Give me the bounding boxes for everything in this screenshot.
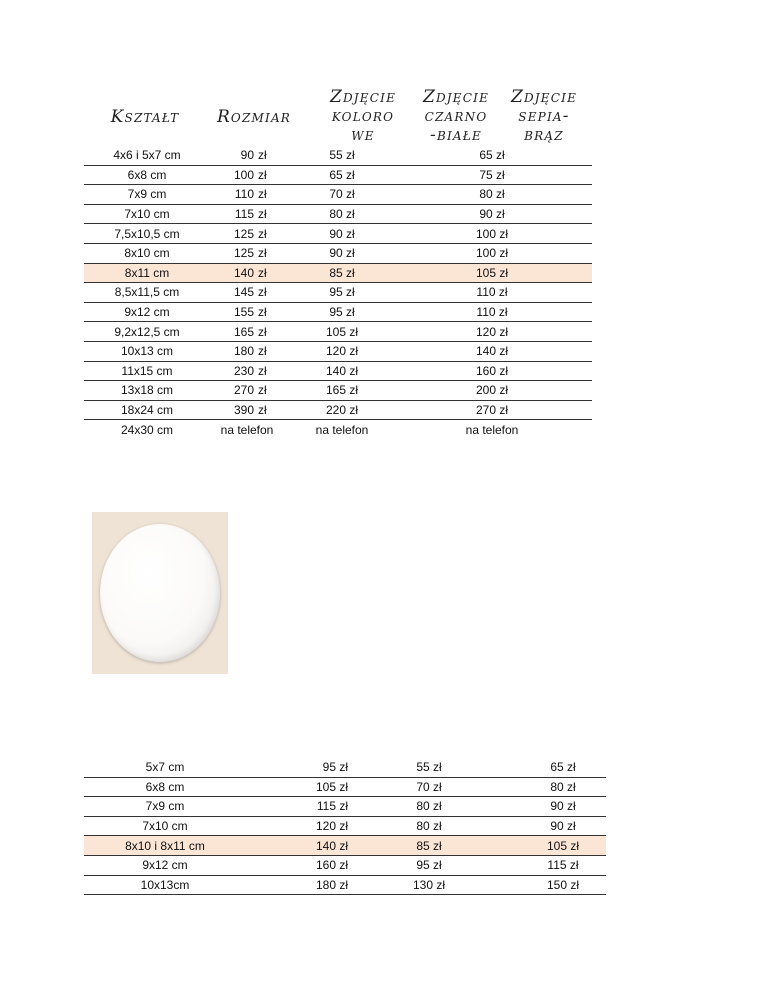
cell-price-3: 65 zł xyxy=(490,758,606,777)
cell-price-2: 70 zł xyxy=(348,777,490,797)
table-row xyxy=(84,185,592,205)
header-sepia-line2: sepia- xyxy=(518,106,570,126)
table-row xyxy=(84,302,592,322)
cell-bw-price: 100 zł xyxy=(386,243,592,263)
cell-size: 10x13cm xyxy=(84,875,246,895)
price-unit: zł xyxy=(258,187,267,202)
table-row xyxy=(84,758,606,777)
price-unit: zł xyxy=(258,207,267,222)
cell-size: 6x8 cm xyxy=(84,165,210,185)
cell-size: 9x12 cm xyxy=(84,302,210,322)
price-value: 125 xyxy=(233,246,254,261)
header-cb-line1: Zdjęcie xyxy=(422,87,490,107)
table-row xyxy=(84,204,592,224)
table-row xyxy=(84,836,606,856)
cell-price-3: 150 zł xyxy=(490,875,606,895)
price-unit: zł xyxy=(258,246,267,261)
price-unit: zł xyxy=(258,324,267,339)
price-value: 155 xyxy=(233,305,254,320)
cell-price-3: 90 zł xyxy=(490,816,606,836)
cell-color-price: 85 zł xyxy=(284,263,386,283)
price-value: 390 xyxy=(233,403,254,418)
price-table-secondary xyxy=(84,758,606,895)
cell-rozmiar-price xyxy=(210,243,284,263)
cell-color-price: 95 zł xyxy=(284,283,386,303)
price-value: 140 xyxy=(233,265,254,280)
cell-color-price: 55 zł xyxy=(284,146,386,165)
cell-bw-price: 110 zł xyxy=(386,302,592,322)
price-value: na telefon xyxy=(220,422,274,437)
cell-size: 13x18 cm xyxy=(84,381,210,401)
price-unit: zł xyxy=(258,226,267,241)
cell-size: 9,2x12,5 cm xyxy=(84,322,210,342)
cell-bw-price: na telefon xyxy=(465,422,519,437)
cell-rozmiar-price xyxy=(210,341,284,361)
cell-bw-price: 105 zł xyxy=(386,263,592,283)
table-row xyxy=(84,381,592,401)
cell-bw-price: 200 zł xyxy=(386,381,592,401)
price-unit: zł xyxy=(258,148,267,163)
table-row xyxy=(84,875,606,895)
cell-bw-price: 65 zł xyxy=(386,146,592,165)
cell-rozmiar-price xyxy=(210,283,284,303)
price-value: 165 xyxy=(233,324,254,339)
cell-color-price: 80 zł xyxy=(284,204,386,224)
cell-price-2: 130 zł xyxy=(348,875,490,895)
cell-bw-price: 80 zł xyxy=(386,185,592,205)
cell-price-1: 95 zł xyxy=(246,758,348,777)
cell-price-2: 80 zł xyxy=(348,816,490,836)
header-rozmiar: Rozmiar xyxy=(216,107,292,127)
cell-rozmiar-price xyxy=(210,400,284,420)
cell-price-1: 115 zł xyxy=(246,797,348,817)
cell-size: 4x6 i 5x7 cm xyxy=(84,146,210,165)
cell-color-price: 165 zł xyxy=(284,381,386,401)
oval-frame-image xyxy=(92,512,228,674)
cell-price-2: 55 zł xyxy=(348,758,490,777)
cell-price-1: 105 zł xyxy=(246,777,348,797)
cell-color-price: 120 zł xyxy=(284,341,386,361)
price-unit: zł xyxy=(258,285,267,300)
price-unit: zł xyxy=(258,383,267,398)
cell-size: 8,5x11,5 cm xyxy=(84,283,210,303)
price-unit: zł xyxy=(258,403,267,418)
cell-bw-price: 90 zł xyxy=(386,204,592,224)
header-kolor-line1: Zdjęcie xyxy=(329,87,397,107)
cell-size: 10x13 cm xyxy=(84,341,210,361)
oval-photo-plate xyxy=(100,524,220,662)
price-value: 145 xyxy=(233,285,254,300)
cell-size: 24x30 cm xyxy=(120,422,174,437)
cell-color-price: 70 zł xyxy=(284,185,386,205)
price-table-main xyxy=(84,146,592,439)
price-value: 180 xyxy=(233,344,254,359)
header-kolor-line3: we xyxy=(351,125,375,145)
cell-color-price: 65 zł xyxy=(284,165,386,185)
price-unit: zł xyxy=(258,265,267,280)
table-row xyxy=(84,146,592,165)
cell-price-3: 115 zł xyxy=(490,855,606,875)
price-value: 110 xyxy=(234,187,254,202)
cell-rozmiar-price xyxy=(210,146,284,165)
header-sepia-line3: brąz xyxy=(524,125,564,145)
table-row xyxy=(84,400,592,420)
cell-color-price: 90 zł xyxy=(284,224,386,244)
cell-size: 7x9 cm xyxy=(84,797,246,817)
price-value: 125 xyxy=(233,226,254,241)
cell-bw-price: 75 zł xyxy=(386,165,592,185)
cell-size: 8x10 cm xyxy=(84,243,210,263)
table-row xyxy=(84,322,592,342)
cell-bw-price: 110 zł xyxy=(386,283,592,303)
cell-rozmiar-price xyxy=(210,322,284,342)
header-kolor-line2: koloro xyxy=(331,106,395,126)
cell-bw-price: 140 zł xyxy=(386,341,592,361)
table-row xyxy=(84,341,592,361)
cell-size: 18x24 cm xyxy=(84,400,210,420)
price-unit: zł xyxy=(258,363,267,378)
cell-rozmiar-price xyxy=(210,420,284,439)
price-value: 90 xyxy=(240,148,254,163)
header-sepia-line1: Zdjęcie xyxy=(510,87,578,107)
cell-size: 6x8 cm xyxy=(84,777,246,797)
cell-price-2: 95 zł xyxy=(348,855,490,875)
price-unit: zł xyxy=(258,344,267,359)
table-row xyxy=(84,165,592,185)
table-row xyxy=(84,816,606,836)
cell-rozmiar-price xyxy=(210,381,284,401)
cell-rozmiar-price xyxy=(210,224,284,244)
price-value: 115 xyxy=(234,207,254,222)
cell-price-1: 180 zł xyxy=(246,875,348,895)
table-row xyxy=(84,777,606,797)
cell-price-1: 160 zł xyxy=(246,855,348,875)
cell-color-price: 90 zł xyxy=(284,243,386,263)
cell-size: 7,5x10,5 cm xyxy=(84,224,210,244)
cell-bw-price: 160 zł xyxy=(386,361,592,381)
cell-size: 7x9 cm xyxy=(84,185,210,205)
table-row xyxy=(84,263,592,283)
cell-color-price: 220 zł xyxy=(284,400,386,420)
cell-rozmiar-price xyxy=(210,361,284,381)
cell-size: 9x12 cm xyxy=(84,855,246,875)
header-ksztalt: Kształt xyxy=(110,107,180,127)
cell-size: 8x10 i 8x11 cm xyxy=(84,836,246,856)
cell-price-1: 120 zł xyxy=(246,816,348,836)
cell-rozmiar-price xyxy=(210,204,284,224)
cell-size: 11x15 cm xyxy=(84,361,210,381)
price-unit: zł xyxy=(258,305,267,320)
header-zdjecie-czarno-biale xyxy=(410,88,502,145)
table-row xyxy=(84,420,592,439)
cell-size: 7x10 cm xyxy=(84,204,210,224)
price-value: 230 xyxy=(233,363,254,378)
table-row xyxy=(84,224,592,244)
cell-price-1: 140 zł xyxy=(246,836,348,856)
cell-bw-price: 100 zł xyxy=(386,224,592,244)
cell-rozmiar-price xyxy=(210,263,284,283)
header-cb-line3: -białe xyxy=(430,125,482,145)
cell-color-price: na telefon xyxy=(315,422,369,437)
price-unit: zł xyxy=(258,167,267,182)
header-zdjecie-sepia-braz xyxy=(500,88,588,145)
cell-price-3: 80 zł xyxy=(490,777,606,797)
cell-price-2: 80 zł xyxy=(348,797,490,817)
cell-bw-price: 270 zł xyxy=(386,400,592,420)
cell-size: 7x10 cm xyxy=(84,816,246,836)
cell-rozmiar-price xyxy=(210,302,284,322)
cell-price-2: 85 zł xyxy=(348,836,490,856)
table-row xyxy=(84,797,606,817)
cell-size: 5x7 cm xyxy=(84,758,246,777)
cell-bw-price: 120 zł xyxy=(386,322,592,342)
price-value: 100 xyxy=(233,167,254,182)
cell-rozmiar-price xyxy=(210,185,284,205)
table-row xyxy=(84,855,606,875)
cell-size: 8x11 cm xyxy=(84,263,210,283)
price-value: 270 xyxy=(233,383,254,398)
table-row xyxy=(84,243,592,263)
header-zdjecie-kolorowe xyxy=(318,88,408,145)
cell-color-price: 105 zł xyxy=(284,322,386,342)
cell-color-price: 140 zł xyxy=(284,361,386,381)
cell-rozmiar-price xyxy=(210,165,284,185)
table-row xyxy=(84,283,592,303)
cell-price-3: 90 zł xyxy=(490,797,606,817)
header-cb-line2: czarno xyxy=(424,106,488,126)
cell-color-price: 95 zł xyxy=(284,302,386,322)
table-row xyxy=(84,361,592,381)
cell-price-3: 105 zł xyxy=(490,836,606,856)
